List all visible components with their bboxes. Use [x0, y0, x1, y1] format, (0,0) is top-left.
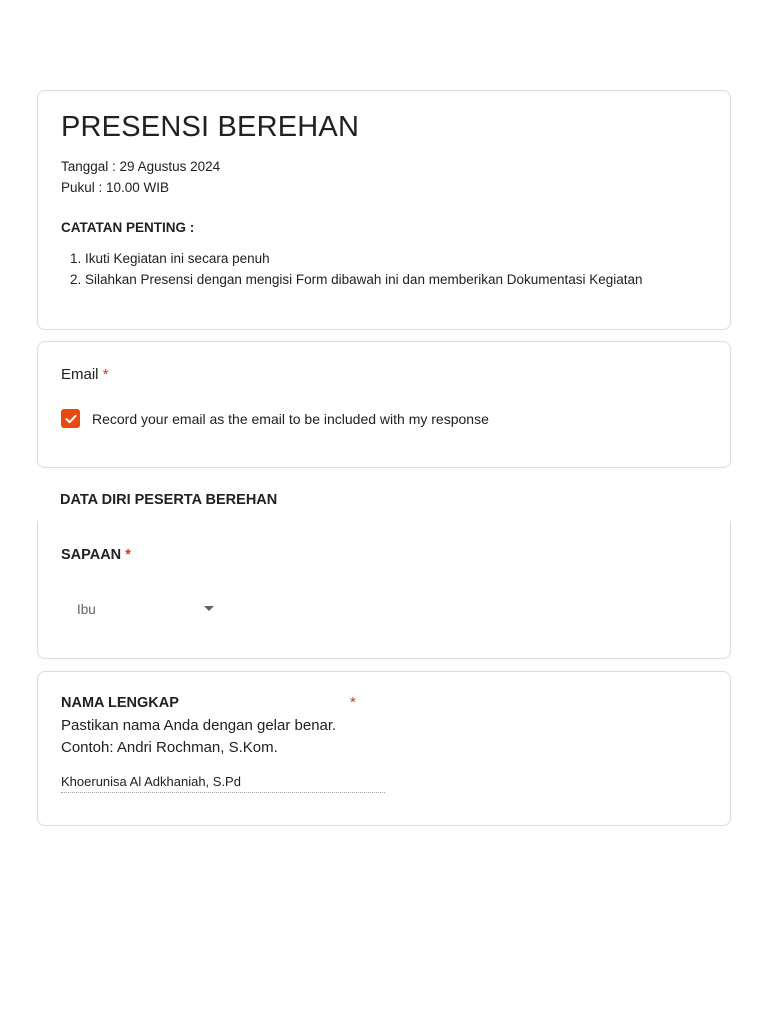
event-date: Tanggal : 29 Agustus 2024: [61, 159, 221, 174]
list-item: 1. Ikuti Kegiatan ini secara penuh: [85, 249, 643, 270]
form-header-card: [37, 90, 731, 330]
section-title: DATA DIRI PESERTA BEREHAN: [60, 492, 278, 508]
caret-down-icon: [204, 606, 214, 611]
record-email-checkbox[interactable]: [61, 409, 80, 428]
nama-help-text-2: Contoh: Andri Rochman, S.Kom.: [61, 739, 278, 756]
required-asterisk: *: [350, 694, 356, 711]
sapaan-question-label: [61, 547, 131, 563]
notes-list: [61, 249, 643, 290]
sapaan-question-card: [37, 521, 731, 659]
event-time: Pukul : 10.00 WIB: [61, 180, 170, 195]
nama-question-card: [37, 671, 731, 826]
form-title: PRESENSI BEREHAN: [61, 111, 360, 143]
required-asterisk: *: [125, 547, 131, 563]
email-question-card: [37, 341, 731, 468]
record-email-option[interactable]: [61, 409, 489, 428]
record-email-label: Record your email as the email to be included with my response: [92, 410, 489, 427]
nama-answer-field[interactable]: Khoerunisa Al Adkhaniah, S.Pd: [61, 774, 385, 793]
notes-heading: CATATAN PENTING :: [61, 220, 195, 235]
sapaan-dropdown[interactable]: [61, 593, 221, 625]
required-asterisk: *: [102, 366, 109, 383]
nama-help-text-1: Pastikan nama Anda dengan gelar benar.: [61, 717, 337, 734]
email-question-label: [61, 366, 109, 383]
checkmark-icon: [64, 412, 78, 426]
sapaan-label-text: SAPAAN: [61, 547, 122, 563]
nama-label-text: NAMA LENGKAP: [61, 695, 179, 711]
email-label-text: Email: [61, 366, 99, 383]
list-item: 2. Silahkan Presensi dengan mengisi Form dibawah ini dan memberikan Dokumentasi Kegiatan: [85, 270, 643, 291]
sapaan-selected-value: Ibu: [77, 601, 96, 617]
